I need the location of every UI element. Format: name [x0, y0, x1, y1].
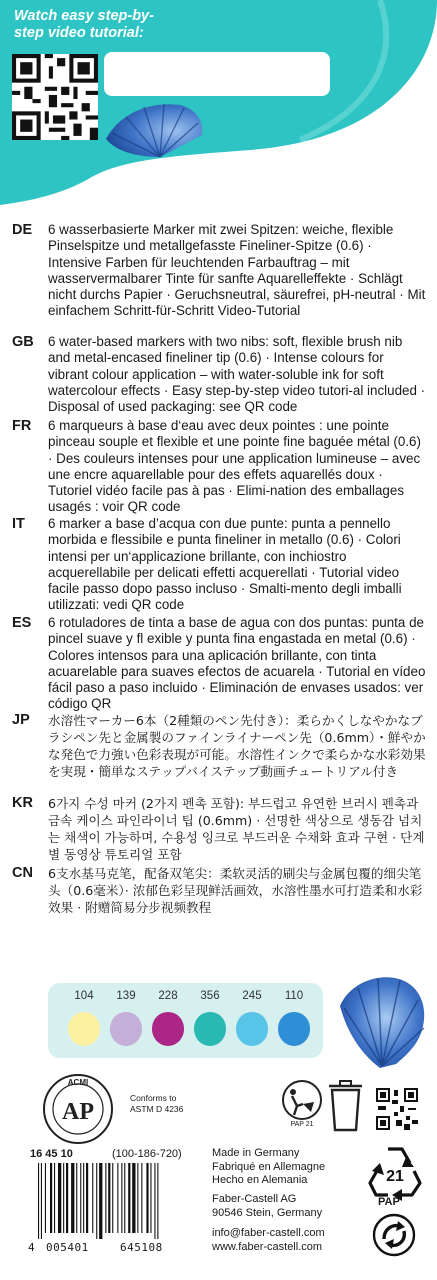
made-es: Hecho en Alemania: [212, 1174, 308, 1186]
drop-shape: [68, 1012, 100, 1046]
company-name: Faber-Castell AG: [212, 1193, 297, 1205]
barcode-bar: [150, 1163, 151, 1233]
color-drop-icon: [109, 1011, 143, 1047]
color-drop-icon: [277, 1011, 311, 1047]
pap-21-recycling-icon: [366, 1143, 424, 1203]
lang-code: DE: [12, 222, 33, 238]
color-drop-icon: [151, 1011, 185, 1047]
color-drop-icon: [193, 1011, 227, 1047]
color-drop-icon: [67, 1011, 101, 1047]
lang-code: GB: [12, 334, 34, 350]
lang-text: 6 water-based markers with two nibs: soft, flexible brush nib and metal-encased fineliner tip (0.6) · Intense colours for vibrant colour application – with water-soluble ink for soft watercolour effects · Easy step-by-step video tutori-al included · Disposal of used packaging: see QR code: [48, 334, 426, 415]
barcode-bar: [121, 1163, 122, 1233]
barcode-bar: [54, 1163, 55, 1233]
barcode-bar: [99, 1163, 102, 1239]
barcode-bar: [76, 1163, 77, 1233]
company-website[interactable]: www.faber-castell.com: [212, 1240, 323, 1253]
barcode-bar: [108, 1163, 110, 1233]
barcode-bar: [71, 1163, 74, 1233]
lang-text: 6가지 수성 마커 (2가지 펜촉 포함): 부드럽고 유연한 브러시 펜촉과 금속 케이스 파인라이너 팁 (0.6mm) · 선명한 색상으로 생동감 넘치는 채색이 가능하며, 수용성 잉크로 부드러운 수채화 효과 구현 · 단계별 동영상 튜토리얼 포함: [48, 796, 425, 862]
barcode-bar: [86, 1163, 88, 1233]
color-swatch-panel: [48, 983, 323, 1058]
barcode-digits-right: 645108: [120, 1241, 163, 1254]
barcode-bar: [157, 1163, 158, 1239]
swatch-number: 356: [200, 990, 220, 1002]
barcode-digit-lead: 4: [28, 1241, 36, 1254]
swatch-139: [106, 987, 146, 1047]
lang-text: 6 marker a base d’acqua con due punte: punta a pennello morbida e flessibile e punta fineliner in metallo (0.6) · Colori intensi per un‘applicazione brillante, con inchiostro acquerellabile per delicati effetti acquerellati · Tutorial video facile passo dopo passo incluso · Smalti-mento degli imballi utilizzati: vedi QR code: [48, 516, 402, 613]
lang-text: 6支水基马克笔，配备双笔尖：柔软灵活的刷尖与金属包覆的细尖笔头（0.6毫米）· 浓郁色彩呈现鲜活画效，水溶性墨水可打造柔和水彩效果 · 附赠简易分步视频教程: [48, 866, 423, 915]
lang-text: 6 wasserbasierte Marker mit zwei Spitzen: weiche, flexible Pinselspitze und metallgefasste Fineliner-Spitze (0.6) · Intensive Farben für leuchtenden Farbauftrag – mit wasservermalbarer Tinte für sanfte Aquarelleffekte · Schlägt nicht durchs Papier · Geruchsneutral, säurefrei, pH-neutral · Mit einfachem Schritt-für-Schritt Video-Tutorial: [48, 222, 426, 319]
swatch-number: 139: [116, 990, 136, 1002]
barcode-bar: [112, 1163, 113, 1233]
made-in-text: [212, 1147, 325, 1188]
barcode-bar: [154, 1163, 155, 1239]
lang-code: KR: [12, 795, 33, 811]
barcode-bar: [132, 1163, 135, 1233]
pap-number: 21: [386, 1168, 404, 1185]
conforms-line1: Conforms to: [130, 1093, 177, 1103]
barcode-bar: [137, 1163, 138, 1233]
barcode-bar: [128, 1163, 130, 1233]
shell-illustration-icon: [330, 970, 430, 1070]
shell-illustration-icon: [100, 95, 210, 165]
barcode-bar: [63, 1163, 64, 1233]
barcode-bar: [146, 1163, 148, 1233]
drop-shape: [110, 1012, 142, 1046]
seal-letters: AP: [62, 1099, 94, 1125]
barcode-bar: [117, 1163, 118, 1233]
swatch-356: [190, 987, 230, 1047]
barcode-bar: [96, 1163, 97, 1239]
pap-21-disposal-icon: [277, 1078, 327, 1128]
waste-bin-icon: [323, 1078, 368, 1133]
tutorial-text: Watch easy step-by-step video tutorial:: [14, 8, 154, 41]
pap-label: PAP: [378, 1196, 400, 1208]
swatch-245: [232, 987, 272, 1047]
barcode-bar: [80, 1163, 81, 1233]
barcode-bar: [83, 1163, 84, 1233]
barcode-bar: [45, 1163, 46, 1233]
lang-text: 6 rotuladores de tinta a base de agua con dos puntas: punta de pincel suave y fl exible y punta fina engastada en metal (0.6) · Colores intensos para una aplicación brillante, con tinta acuarelable para suaves efectos de acuarela · Tutorial en vídeo fácil paso a paso incluido · Eliminación de envases usados: ver código QR: [48, 615, 426, 712]
barcode-bar: [66, 1163, 68, 1233]
company-address: [212, 1193, 322, 1220]
company-city: 90546 Stein, Germany: [212, 1206, 323, 1219]
drop-shape: [236, 1012, 268, 1046]
lang-code: FR: [12, 418, 32, 434]
barcode-bar: [124, 1163, 125, 1233]
barcode-bar: [92, 1163, 93, 1233]
barcode-bar: [105, 1163, 106, 1233]
qr-code-disposal-icon[interactable]: [376, 1088, 418, 1130]
lang-code: ES: [12, 615, 32, 631]
lang-code: JP: [12, 712, 30, 728]
made-fr: Fabriqué en Allemagne: [212, 1160, 326, 1173]
lang-code: CN: [12, 865, 33, 881]
acmi-ap-seal-icon: [42, 1073, 114, 1145]
qr-code-icon[interactable]: [12, 54, 98, 140]
color-drop-icon: [235, 1011, 269, 1047]
swatch-number: 245: [242, 990, 262, 1002]
conforms-line2: ASTM D 4236: [130, 1104, 184, 1114]
swatch-228: [148, 987, 188, 1047]
article-number: 16 45 10: [30, 1148, 73, 1160]
swatch-number: 104: [74, 990, 94, 1002]
lang-code: IT: [12, 516, 25, 532]
lang-text: 6 marqueurs à base d‘eau avec deux pointes : une pointe pinceau souple et flexible et une pointe fine baguée métal (0.6) · Des couleurs intenses pour une application lumineuse – avec une encre aquarellable pour des effets aquarellés doux · Tutoriel vidéo facile pas à pas · Elimi-nation des emballages usagés : voir QR code: [48, 418, 421, 515]
drop-shape: [278, 1012, 310, 1046]
swatch-number: 228: [158, 990, 178, 1002]
ean-barcode: [28, 1163, 188, 1239]
pap-small-label: PAP 21: [290, 1121, 314, 1128]
seal-text: ACMI: [67, 1078, 89, 1087]
made-de: Made in Germany: [212, 1147, 300, 1159]
company-contact: [212, 1227, 325, 1254]
product-codes: [30, 1148, 182, 1160]
swatch-110: [274, 987, 314, 1047]
lang-text: 水溶性マーカー6本（2種類のペン先付き）：柔らかくしなやかなブラシペン先と金属製のファインライナーペン先（0.6mm）・鮮やかな発色で力強い色彩表現が可能。水溶性インクで柔らかな水彩効果を実現・簡単なステップバイステップ動画チュートリアル付き: [48, 713, 426, 779]
barcode-bar: [41, 1163, 42, 1239]
barcode-bar: [141, 1163, 142, 1233]
barcode-bar: [38, 1163, 39, 1239]
barcode-bar: [58, 1163, 61, 1233]
barcode-digits-left: 005401: [46, 1241, 89, 1254]
drop-shape: [152, 1012, 184, 1046]
swatch-number: 110: [284, 990, 304, 1002]
swatch-104: [64, 987, 104, 1047]
company-email[interactable]: info@faber-castell.com: [212, 1227, 325, 1239]
recycling-circle-icon: [372, 1213, 416, 1257]
conformity-text: [130, 1093, 183, 1115]
variant-code: (100-186-720): [112, 1148, 182, 1160]
barcode-bar: [50, 1163, 52, 1233]
drop-shape: [194, 1012, 226, 1046]
label-blank-box: [104, 52, 330, 96]
